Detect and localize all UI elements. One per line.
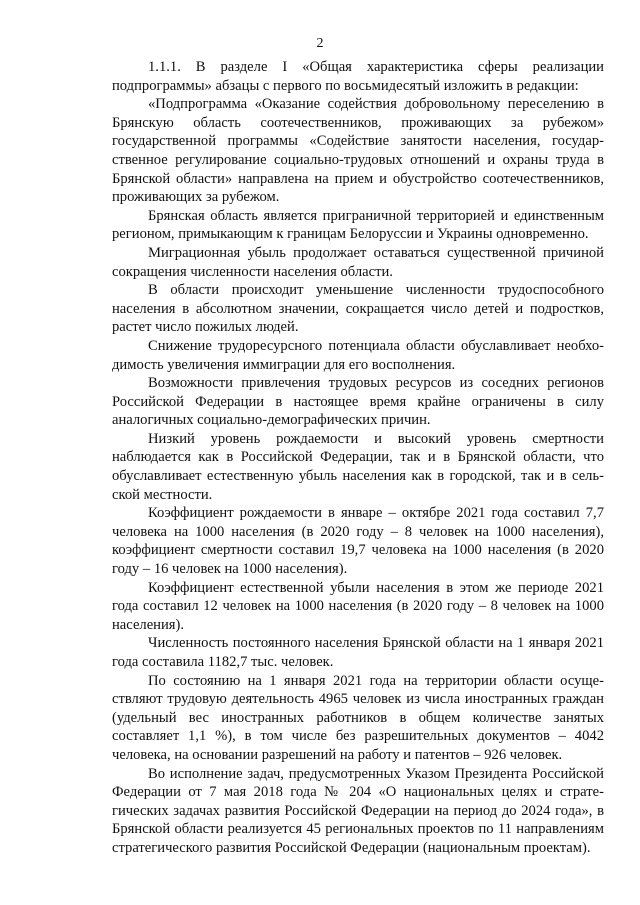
paragraph-natural-decline: Коэффициент естественной убыли населения в этом же периоде 2021 года составил 12 человек на 1000 населения (в 2020 году – 8 человек на 1000 населения). — [112, 579, 604, 633]
paragraph-labor-potential: Снижение трудоресурсного потенциала области обуславливает необходимость увеличения иммиграции для его восполнения. — [112, 337, 604, 373]
paragraph-foreign-workers: По состоянию на 1 января 2021 года на территории области осуществляют трудовую деятельность 4965 человек из числа иностранных граждан (удельный вес иностранных работников в общем количестве занятых составляет 1,1 %), в том числе без разрешительных документов – 4042 человека, на основании разрешений на работу и патентов – 926 человек. — [112, 672, 604, 763]
page-number: 2 — [316, 36, 324, 51]
document-body — [112, 58, 604, 858]
paragraph-population-size: Численность постоянного населения Брянской области на 1 января 2021 года составила 1182,7 тыс. человек. — [112, 635, 604, 670]
paragraph-birth-rate-stats: Коэффициент рождаемости в январе – октябре 2021 года составил 7,7 человека на 1000 населения (в 2020 году – 8 человек на 1000 населения), коэффициент смертности составил 19,7 человека на 1000 населения (в 2020 году – 16 человек на 1000 населения). — [112, 505, 604, 578]
paragraph-amendment-intro: 1.1.1. В разделе I «Общая характеристика сферы реализации подпрограммы» абзацы с первого по восьмидесятый изложить в редакции: — [112, 59, 604, 94]
paragraph-working-population: В области происходит уменьшение численности трудоспособного населения в абсолютном значении, сокращается число детей и подростков, растет число пожилых людей. — [112, 282, 604, 336]
paragraph-subprogram-purpose: «Подпрограмма «Оказание содействия добровольному переселению в Брянскую область соотечественников, проживающих за рубежом» государственной программы «Содействие занятости населения, государственное регулирование социально-трудовых отношений и охраны труда в Брянской области» направлена на прием и обустройство соотечественников, проживающих за рубежом. — [112, 96, 604, 206]
paragraph-national-projects: Во исполнение задач, предусмотренных Указом Президента Российской Федерации от 7 мая 2018 года № 204 «О национальных целях и стратегических задачах развития Российской Федерации на период до 2024 года», в Брянской области реализуется 45 региональных проектов по 11 направлениям стратегического развития Российской Федерации (национальным проектам). — [112, 765, 604, 856]
paragraph-birth-death-rates: Низкий уровень рождаемости и высокий уровень смертности наблюдается как в Российской Федерации, так и в Брянской области, что обуславливает естественную убыль населения как в городской, так и в сельской местности. — [112, 430, 604, 503]
paragraph-border-region: Брянская область является приграничной территорией и единственным регионом, примыкающим к границам Белоруссии и Украины одновременно. — [112, 207, 604, 243]
paragraph-neighbor-regions: Возможности привлечения трудовых ресурсов из соседних регионов Российской Федерации в настоящее время крайне ограничены в силу аналогичных социально-демографических причин. — [112, 375, 604, 429]
paragraph-migration-loss: Миграционная убыль продолжает оставаться существенной причиной сокращения численности населения области. — [112, 244, 604, 280]
